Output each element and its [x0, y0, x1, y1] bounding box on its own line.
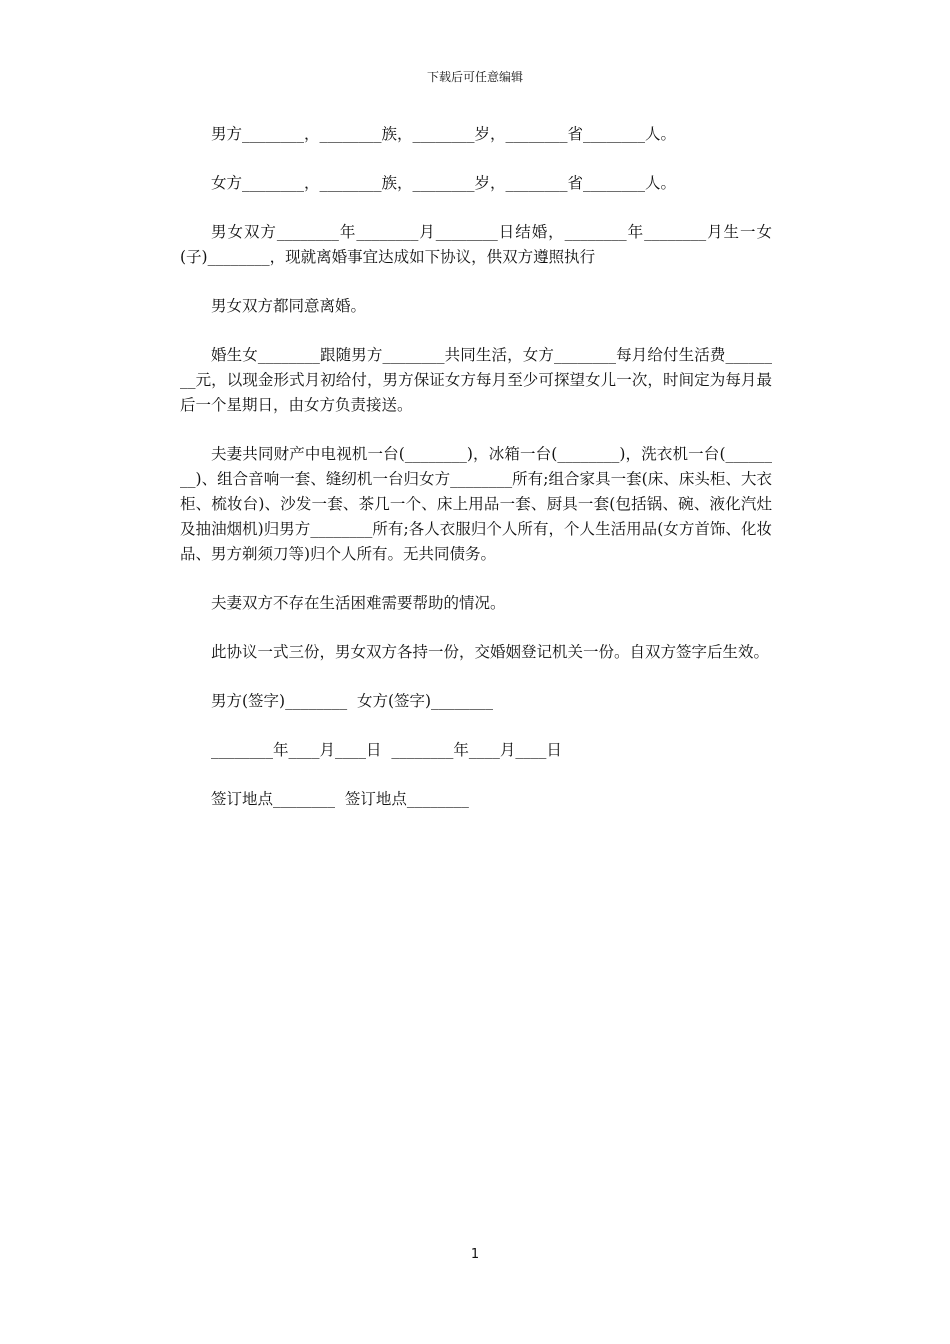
paragraph-agree-divorce: 男女双方都同意离婚。	[211, 297, 367, 315]
page-number: 1	[470, 1247, 480, 1262]
date-line: ________年____月____日 ________年____月____日	[211, 741, 562, 759]
document-body	[180, 122, 772, 836]
signature-line: 男方(签字)________ 女方(签字)________	[211, 692, 494, 710]
page-header: 下载后可任意编辑	[426, 70, 523, 84]
paragraph-child-custody: 婚生女________跟随男方________共同生活，女方________每月给付生活费________元，以现金形式月初给付，男方保证女方每月至少可探望女儿一次，时间定为每月最后一个星期日，由女方负责接送。	[180, 346, 772, 414]
paragraph-woman-info: 女方________，________族，________岁，________省________人。	[211, 174, 677, 192]
paragraph-property-division: 夫妻共同财产中电视机一台(________)，冰箱一台(________)，洗衣机一台(________)、组合音响一套、缝纫机一台归女方________所有;组合家具一套(床、床头柜、大衣柜、梳妆台)、沙发一套、茶几一个、床上用品一套、厨具一套(包括锅、碗、液化汽灶及抽油烟机)归男方________所有;各人衣服归个人所有，个人生活用品(女方首饰、化妆品、男方剃须刀等)归个人所有。无共同债务。	[180, 445, 772, 563]
location-line: 签订地点________ 签订地点________	[211, 790, 469, 808]
paragraph-copies: 此协议一式三份，男女双方各持一份，交婚姻登记机关一份。自双方签字后生效。	[211, 643, 770, 661]
paragraph-no-hardship: 夫妻双方不存在生活困难需要帮助的情况。	[211, 594, 506, 612]
paragraph-man-info: 男方________，________族，________岁，________省________人。	[211, 125, 677, 143]
paragraph-marriage-info: 男女双方________年________月________日结婚，________年________月生一女(子)________，现就离婚事宜达成如下协议，供双方遵照执行	[180, 223, 772, 266]
